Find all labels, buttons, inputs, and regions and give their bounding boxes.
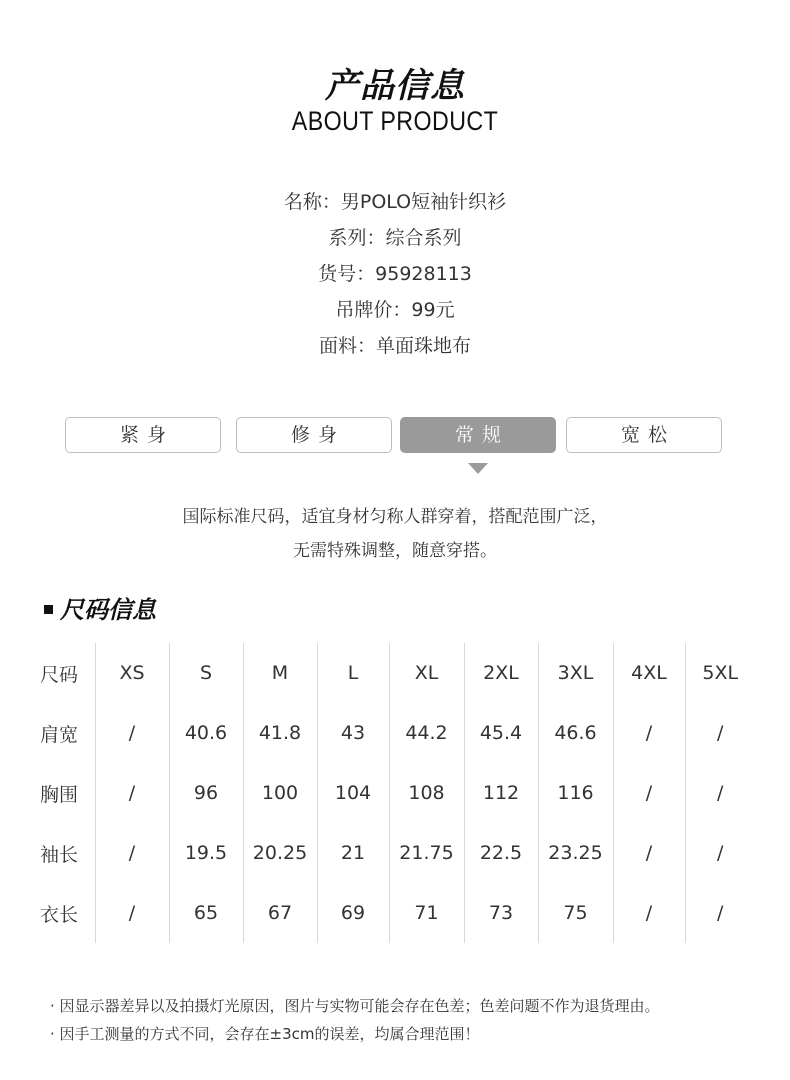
table-cell: 20.25	[243, 823, 317, 883]
size-section-title	[44, 592, 156, 628]
selected-tab-pointer-icon	[468, 463, 488, 474]
table-cell: 45.4	[464, 703, 538, 763]
page-title-cn: 产品信息	[325, 66, 465, 106]
table-cell: 69	[317, 883, 389, 943]
product-series: 系列：综合系列	[328, 227, 462, 249]
fit-tab-tight[interactable]: 紧身	[65, 417, 221, 453]
product-price: 吊牌价：99元	[335, 299, 455, 321]
table-cell: 46.6	[538, 703, 613, 763]
fit-description	[0, 500, 790, 568]
table-cell: /	[685, 823, 755, 883]
table-cell: 23.25	[538, 823, 613, 883]
table-cell: /	[95, 763, 169, 823]
table-cell: /	[613, 763, 685, 823]
table-cell: 44.2	[389, 703, 464, 763]
table-cell: 40.6	[169, 703, 243, 763]
table-row-label: 肩宽	[40, 723, 79, 746]
table-cell: 65	[169, 883, 243, 943]
table-row-label: 袖长	[40, 843, 79, 866]
table-cell: 41.8	[243, 703, 317, 763]
table-cell: /	[95, 883, 169, 943]
table-row	[20, 703, 755, 763]
table-cell: 21.75	[389, 823, 464, 883]
table-cell: 21	[317, 823, 389, 883]
table-cell: 75	[538, 883, 613, 943]
table-cell: /	[613, 883, 685, 943]
table-cell: 108	[389, 763, 464, 823]
table-cell: 19.5	[169, 823, 243, 883]
product-sku: 货号：95928113	[318, 263, 472, 285]
table-cell: /	[95, 703, 169, 763]
table-cell: 67	[243, 883, 317, 943]
table-row-label: 衣长	[40, 903, 79, 926]
table-cell: L	[317, 643, 389, 703]
fit-description-line: 国际标准尺码，适宜身材匀称人群穿着，搭配范围广泛，	[182, 507, 608, 527]
size-table	[20, 643, 755, 943]
note-item: · 因手工测量的方式不同，会存在±3cm的误差，均属合理范围！	[50, 1025, 480, 1043]
size-section-title-text: 尺码信息	[60, 596, 156, 624]
product-name: 名称：男POLO短袖针织衫	[283, 191, 507, 213]
table-row	[20, 763, 755, 823]
table-cell: XS	[95, 643, 169, 703]
fit-tab-slim[interactable]: 修身	[236, 417, 392, 453]
table-header-row	[20, 643, 755, 703]
table-cell: 3XL	[538, 643, 613, 703]
table-cell: 73	[464, 883, 538, 943]
fit-tab-regular[interactable]: 常规	[400, 417, 556, 453]
table-row	[20, 883, 755, 943]
table-cell: 100	[243, 763, 317, 823]
table-cell: 96	[169, 763, 243, 823]
table-cell: /	[95, 823, 169, 883]
table-cell: 112	[464, 763, 538, 823]
table-row	[20, 823, 755, 883]
table-cell: 2XL	[464, 643, 538, 703]
table-row-label: 胸围	[40, 783, 79, 806]
table-cell: /	[613, 823, 685, 883]
table-cell: /	[613, 703, 685, 763]
notes	[50, 992, 660, 1048]
table-cell: 5XL	[685, 643, 755, 703]
fit-tab-loose[interactable]: 宽松	[566, 417, 722, 453]
table-cell: XL	[389, 643, 464, 703]
table-cell: 71	[389, 883, 464, 943]
note-item: · 因显示器差异以及拍摄灯光原因，图片与实物可能会存在色差；色差问题不作为退货理由。	[50, 997, 660, 1015]
table-cell: /	[685, 763, 755, 823]
table-cell: 22.5	[464, 823, 538, 883]
table-row-label: 尺码	[40, 663, 79, 686]
table-cell: S	[169, 643, 243, 703]
fit-description-line: 无需特殊调整，随意穿搭。	[293, 541, 497, 561]
page-title-en: ABOUT PRODUCT	[291, 106, 499, 136]
table-cell: 116	[538, 763, 613, 823]
square-bullet-icon	[44, 605, 53, 614]
table-cell: 4XL	[613, 643, 685, 703]
table-cell: /	[685, 703, 755, 763]
product-info	[0, 184, 790, 364]
table-cell: /	[685, 883, 755, 943]
product-fabric: 面料：单面珠地布	[318, 335, 471, 357]
table-cell: M	[243, 643, 317, 703]
table-cell: 104	[317, 763, 389, 823]
fit-tabs	[65, 417, 725, 453]
table-cell: 43	[317, 703, 389, 763]
